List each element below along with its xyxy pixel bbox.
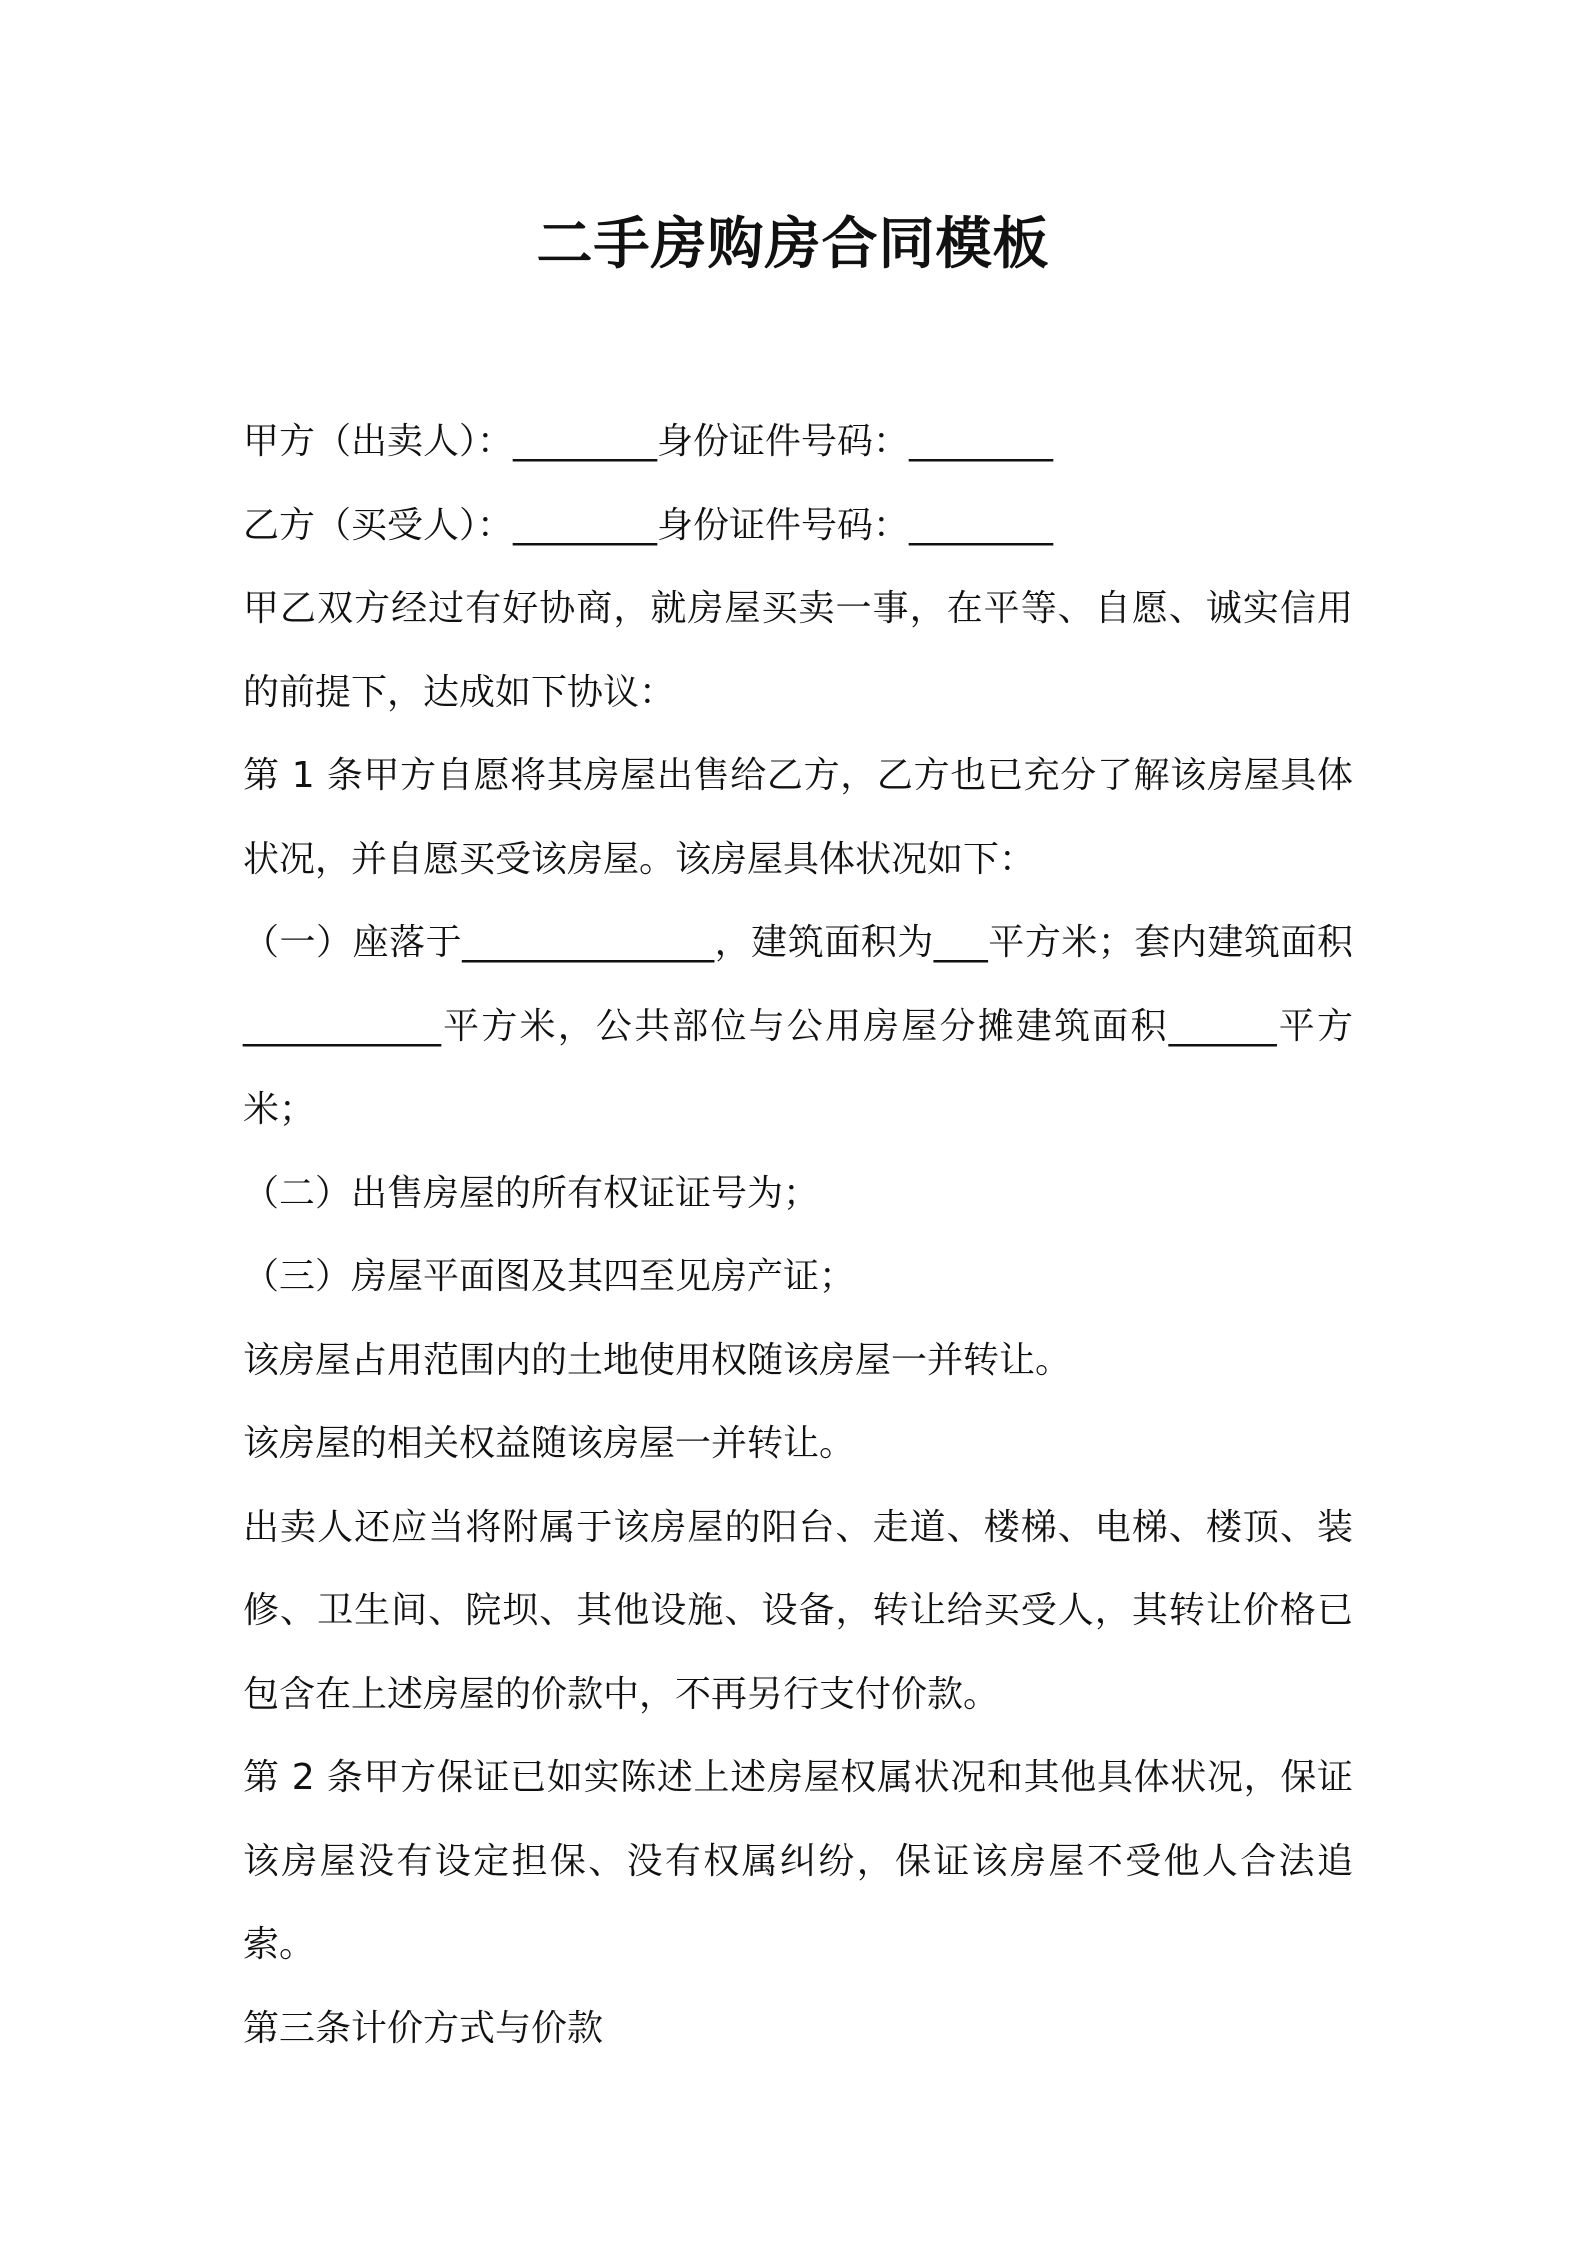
item-2-certificate-paragraph: （二）出售房屋的所有权证证号为； <box>243 1172 820 1214</box>
document-title: 二手房购房合同模板 <box>536 212 1050 277</box>
party-a-line: 甲方（出卖人）：________身份证件号码：________ <box>243 421 1054 462</box>
document-body <box>243 400 1353 2070</box>
article-3-heading: 第三条计价方式与价款 <box>243 2007 604 2049</box>
item-1-location-paragraph: （一）座落于______________，建筑面积为___平方米；套内建筑面积___________平方米，公共部位与公用房屋分摊建筑面积______平方米； <box>243 922 1353 1130</box>
preamble-paragraph: 甲乙双方经过有好协商，就房屋买卖一事，在平等、自愿、诚实信用的前提下，达成如下协议： <box>243 588 1353 713</box>
rights-paragraph: 该房屋的相关权益随该房屋一并转让。 <box>243 1423 856 1464</box>
article-2-paragraph: 第 2 条甲方保证已如实陈述上述房屋权属状况和其他具体状况，保证该房屋没有设定担保、没有权属纠纷，保证该房屋不受他人合法追索。 <box>243 1757 1353 1965</box>
party-b-line: 乙方（买受人）：________身份证件号码：________ <box>243 504 1054 546</box>
attachments-paragraph: 出卖人还应当将附属于该房屋的阳台、走道、楼梯、电梯、楼顶、装修、卫生间、院坝、其他设施、设备，转让给买受人，其转让价格已包含在上述房屋的价款中，不再另行支付价款。 <box>243 1506 1353 1715</box>
item-3-floorplan-paragraph: （三）房屋平面图及其四至见房产证； <box>243 1256 856 1297</box>
article-1-paragraph: 第 1 条甲方自愿将其房屋出售给乙方，乙方也已充分了解该房屋具体状况，并自愿买受该房屋。该房屋具体状况如下： <box>243 755 1353 880</box>
land-use-paragraph: 该房屋占用范围内的土地使用权随该房屋一并转让。 <box>243 1339 1072 1381</box>
